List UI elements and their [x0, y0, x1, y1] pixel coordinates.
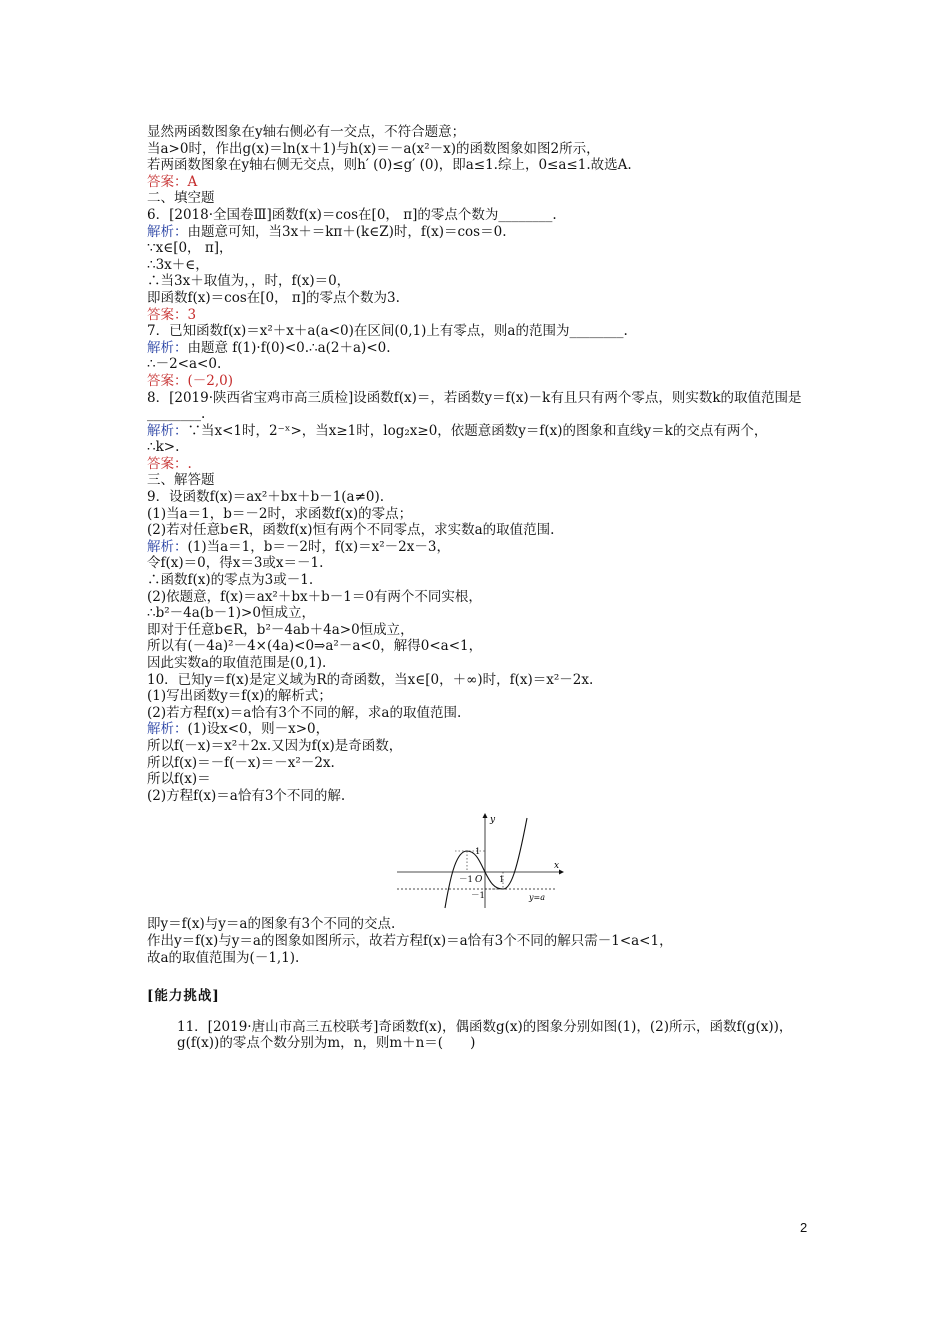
text-line: ∴当3x＋取值为，，时，f(x)＝0， [147, 273, 351, 290]
text-line: 10．已知y＝f(x)是定义域为R的奇函数，当x∈[0，＋∞)时，f(x)＝x²－2x. [147, 671, 594, 688]
label-line-y-equals-a: y=a [528, 893, 545, 903]
text-line [147, 340, 812, 357]
analysis-text: 由题意 f(1)·f(0)<0.∴a(2＋a)<0. [187, 339, 391, 356]
text-line: 当a>0时，作出g(x)＝ln(x＋1)与h(x)＝－a(x²－x)的函数图象如图2所示， [147, 140, 600, 157]
x-axis-arrow [559, 870, 564, 875]
text-line: 所以有(－4a)²－4×(4a)<0⇒a²－a<0，解得0<a<1， [147, 638, 483, 655]
graph-svg [395, 810, 565, 910]
text-line: (2)若方程f(x)＝a恰有3个不同的解，求a的取值范围. [147, 704, 462, 721]
text-line [147, 721, 812, 738]
y-axis-arrow [482, 813, 487, 818]
analysis-label: 解析： [147, 538, 188, 555]
text-line [147, 224, 812, 241]
answer-line: 答案：3 [147, 306, 197, 323]
text-line: 即函数f(x)＝cos在[0， π]的零点个数为3. [147, 289, 400, 306]
text-line: 令f(x)＝0，得x＝3或x＝－1. [147, 555, 324, 572]
text-line: ∵x∈[0， π]， [147, 240, 233, 257]
analysis-text: (1)设x<0，则－x>0， [187, 721, 330, 738]
label-tick-neg1: －1 [458, 875, 473, 886]
answer-line: 答案：. [147, 455, 192, 472]
text-line: 所以f(x)＝－f(－x)＝－x²－2x. [147, 754, 335, 771]
analysis-label: 解析： [147, 422, 188, 439]
text-line: (2)若对任意b∈R，函数f(x)恒有两个不同零点，求实数a的取值范围. [147, 522, 555, 539]
text-line: ∴b²－4a(b－1)>0恒成立， [147, 605, 315, 622]
document-body [147, 124, 812, 1052]
label-tick-yneg1: －1 [470, 891, 485, 902]
label-y: y [489, 815, 495, 826]
text-line: 6．[2018·全国卷Ⅲ]函数f(x)＝cos在[0， π]的零点个数为________. [147, 206, 557, 223]
text-line: ∴3x＋∈， [147, 256, 209, 273]
label-x: x [553, 861, 559, 872]
text-line: 若两函数图象在y轴右侧无交点，则h′ (0)≤g′ (0)，即a≤1.综上，0≤a≤1.故选A. [147, 157, 632, 174]
text-line: ∴－2<a<0. [147, 356, 222, 373]
text-line: (2)方程f(x)＝a恰有3个不同的解. [147, 787, 346, 804]
analysis-label: 解析： [147, 339, 188, 356]
question-11: 11．[2019·唐山市高三五校联考]奇函数f(x)，偶函数g(x)的图象分别如图(1)，(2)所示，函数f(g(x))，g(f(x))的零点个数分别为m，n，则m＋n＝( ) [177, 1018, 793, 1052]
text-line: 9．设函数f(x)＝ax²＋bx＋b－1(a≠0). [147, 489, 385, 506]
label-origin: O [474, 875, 482, 886]
answer-line: 答案：(－2,0) [147, 372, 234, 389]
solution-text-block-b [147, 916, 812, 966]
analysis-label: 解析： [147, 223, 188, 240]
text-line: 所以f(x)＝ [147, 771, 211, 788]
analysis-text: 由题意可知，当3x＋＝kπ＋(k∈Z)时，f(x)＝cos＝0. [187, 223, 507, 240]
text-line: 作出y＝f(x)与y＝a的图象如图所示，故若方程f(x)＝a恰有3个不同的解只需－1<a<1， [147, 932, 673, 949]
text-line: 显然两函数图象在y轴右侧必有一交点，不符合题意； [147, 124, 466, 140]
text-line: 8．[2019·陕西省宝鸡市高三质检]设函数f(x)＝，若函数y＝f(x)－k有且只有两个零点，则实数k的取值范围是________. [147, 389, 802, 423]
curve-f-of-x [445, 818, 527, 908]
text-line: ∴函数f(x)的零点为3或－1. [147, 572, 314, 589]
analysis-text: ∵当x<1时，2⁻ˣ>，当x≥1时，log₂x≥0，依题意函数y＝f(x)的图象和直线y＝k的交点有两个， [187, 422, 768, 439]
text-line: 因此实数a的取值范围是(0,1). [147, 655, 327, 671]
text-line: 7．已知函数f(x)＝x²＋x＋a(a<0)在区间(0,1)上有零点，则a的范围为________. [147, 323, 628, 340]
label-tick-1: 1 [498, 875, 504, 886]
text-line: 即y＝f(x)与y＝a的图象有3个不同的交点. [147, 916, 396, 933]
text-line: (1)当a＝1，b＝－2时，求函数f(x)的零点； [147, 505, 413, 522]
text-line: (2)依题意，f(x)＝ax²＋bx＋b－1＝0有两个不同实根， [147, 588, 482, 605]
page-number: 2 [800, 1220, 808, 1235]
label-tick-y1: 1 [474, 847, 480, 858]
section-title-ability-challenge: [能力挑战] [147, 988, 220, 1005]
analysis-text: (1)当a＝1，b＝－2时，f(x)＝x²－2x－3， [187, 538, 450, 555]
analysis-label: 解析： [147, 721, 188, 738]
text-line: ∴k>. [147, 439, 180, 456]
answer-line: 答案：A [147, 173, 198, 190]
solution-text-block-a [147, 124, 812, 804]
text-line [147, 423, 812, 440]
text-line: (1)写出函数y＝f(x)的解析式； [147, 688, 332, 705]
text-line [147, 539, 812, 556]
text-line: 三、解答题 [147, 472, 215, 489]
text-line: 所以f(－x)＝x²＋2x.又因为f(x)是奇函数， [147, 737, 403, 754]
text-line: 即对于任意b∈R，b²－4ab＋4a>0恒成立， [147, 621, 414, 638]
function-graph-figure [147, 810, 812, 910]
text-line: 二、填空题 [147, 190, 215, 207]
text-line: 故a的取值范围为(－1,1). [147, 949, 300, 966]
